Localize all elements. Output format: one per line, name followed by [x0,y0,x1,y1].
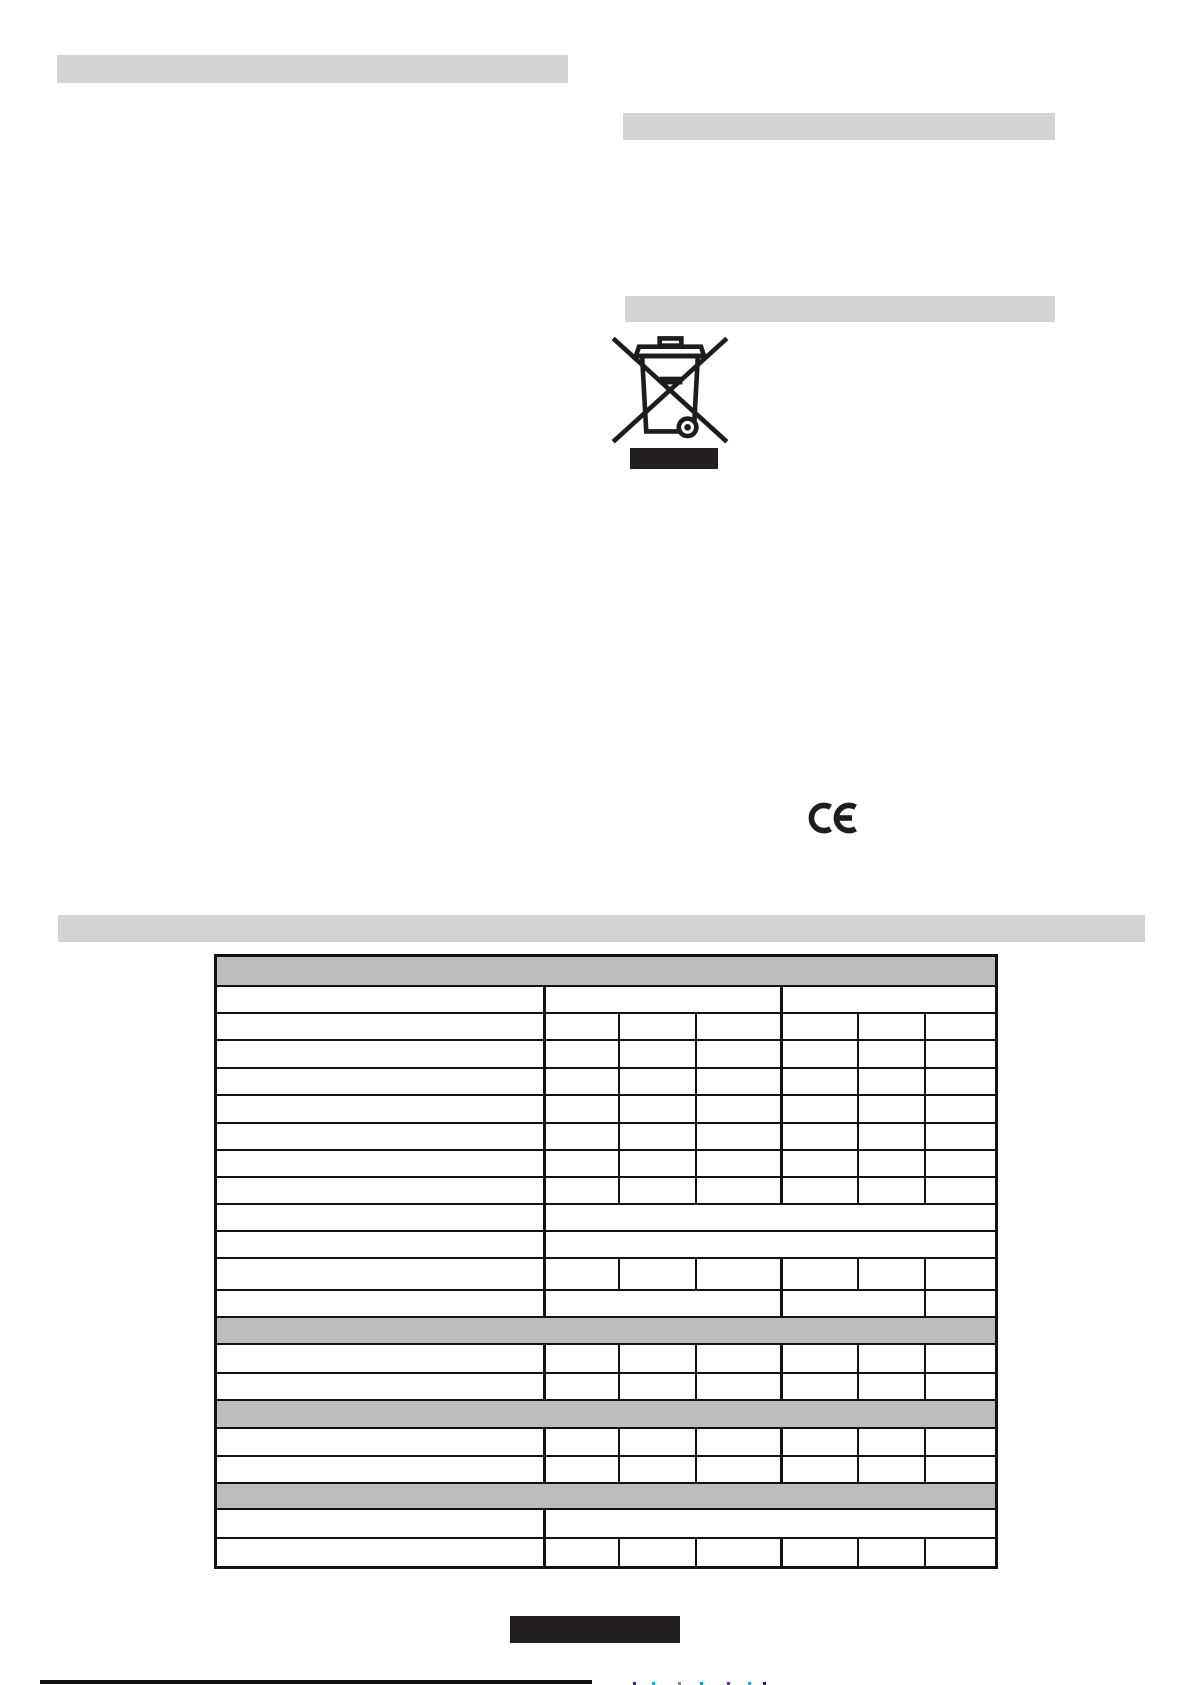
table-cell [546,1178,620,1203]
table-row [217,1510,995,1539]
table-cell [697,1457,783,1482]
table-cell [217,1178,546,1203]
table-row [217,1151,995,1178]
table-cell [217,1484,995,1508]
table-cell [620,1457,697,1482]
table-cell [217,1151,546,1176]
table-cell [926,1151,995,1176]
table-cell [859,1151,926,1176]
table-cell [859,1069,926,1094]
table-cell [783,1014,859,1039]
table-cell [697,1151,783,1176]
table-cell [926,1069,995,1094]
bin-wheel-hub [684,424,691,431]
table-cell [620,1345,697,1372]
table-cell [783,1345,859,1372]
table-cell [546,1014,620,1039]
table-cell [217,1510,546,1537]
table-cell [546,1041,620,1067]
table-row [217,1429,995,1457]
table-cell [859,1457,926,1482]
table-cell [697,1259,783,1289]
table-cell [697,1539,783,1566]
table-section-header-row [217,1401,995,1429]
brand-logo-box [510,1616,680,1643]
table-cell [926,1345,995,1372]
table-cell [546,1069,620,1094]
table-section-header-row [217,1318,995,1345]
table-cell [217,1345,546,1372]
table-cell [217,1429,546,1455]
table-cell [217,1291,546,1316]
table-cell [697,1178,783,1203]
table-cell [859,1539,926,1566]
table-cell [620,1178,697,1203]
table-cell [546,1345,620,1372]
table-cell [620,1041,697,1067]
table-row [217,1374,995,1401]
table-section-header-row [217,1484,995,1510]
table-cell [859,1345,926,1372]
table-cell [217,1259,546,1289]
section-header-bar-right-2 [625,296,1055,322]
table-cell [697,1124,783,1149]
table-cell [217,1318,995,1343]
table-cell [217,1041,546,1067]
table-cell [620,1124,697,1149]
table-row [217,987,995,1014]
table-cell [783,1259,859,1289]
table-cell [546,1205,995,1230]
table-row [217,1232,995,1259]
section-band-tables [58,915,1145,942]
table-cell [217,1374,546,1399]
table-cell [926,1041,995,1067]
table-cell [217,1539,546,1566]
table-cell [546,1124,620,1149]
table-cell [620,1014,697,1039]
table-cell [697,1041,783,1067]
table-cell [783,1069,859,1094]
table-cell [783,1096,859,1122]
table-row [217,1124,995,1151]
table-cell [859,1259,926,1289]
table-cell [546,987,783,1012]
table-cell [926,1539,995,1566]
table-cell [620,1374,697,1399]
table-cell [697,1345,783,1372]
table-row [217,1259,995,1291]
table-row [217,1457,995,1484]
table-cell [546,1151,620,1176]
table-cell [859,1041,926,1067]
table-cell [217,1457,546,1482]
table-cell [546,1457,620,1482]
table-cell [217,1096,546,1122]
weee-black-bar [630,448,718,469]
table-cell [926,1374,995,1399]
table-cell [783,1374,859,1399]
table-cell [697,1096,783,1122]
table-cell [783,1124,859,1149]
table-cell [546,1291,783,1316]
section-header-bar-top-left [57,55,568,83]
table-cell [620,1069,697,1094]
table-cell [217,987,546,1012]
table-cell [926,1291,995,1316]
table-cell [620,1429,697,1455]
table-cell [859,1124,926,1149]
table-cell [926,1429,995,1455]
table-cell [783,987,995,1012]
table-row [217,1014,995,1041]
table-cell [546,1510,995,1537]
table-cell [783,1429,859,1455]
table-cell [620,1096,697,1122]
table-cell [859,1429,926,1455]
cooking-table-body [217,957,995,1566]
table-row [217,1041,995,1069]
table-cell [783,1151,859,1176]
table-row [217,1205,995,1232]
table-cell [926,1457,995,1482]
table-cell [926,1259,995,1289]
table-row [217,1178,995,1205]
table-cell [926,1124,995,1149]
table-cell [926,1096,995,1122]
table-cell [783,1178,859,1203]
table-cell [546,1429,620,1455]
table-row [217,1539,995,1566]
table-cell [217,1232,546,1257]
table-cell [697,1374,783,1399]
table-cell [697,1429,783,1455]
table-cell [859,1096,926,1122]
table-row [217,1096,995,1124]
table-cell [620,1151,697,1176]
table-cell [697,1069,783,1094]
table-cell [859,1374,926,1399]
table-cell [546,1259,620,1289]
footer-rule [40,1680,592,1684]
table-cell [546,1096,620,1122]
table-cell [859,1178,926,1203]
table-cell [217,1014,546,1039]
table-cell [620,1259,697,1289]
table-cell [217,957,995,985]
table-cell [546,1374,620,1399]
section-header-bar-right-1 [623,113,1055,140]
table-row [217,1291,995,1318]
table-cell [546,1539,620,1566]
cooking-table [214,954,998,1569]
table-cell [217,1401,995,1427]
table-cell [783,1539,859,1566]
table-cell [783,1457,859,1482]
table-row [217,1345,995,1374]
table-cell [859,1014,926,1039]
table-cell [697,1014,783,1039]
table-cell [217,1069,546,1094]
table-cell [217,1205,546,1230]
weee-crossed-bin-icon [608,325,732,449]
table-cell [620,1539,697,1566]
table-cell [783,1291,926,1316]
table-cell [546,1232,995,1257]
table-cell [217,1124,546,1149]
table-row [217,1069,995,1096]
ce-mark-icon [806,801,858,835]
table-cell [926,1178,995,1203]
table-cell [926,1014,995,1039]
table-section-header-row [217,957,995,987]
table-cell [783,1041,859,1067]
